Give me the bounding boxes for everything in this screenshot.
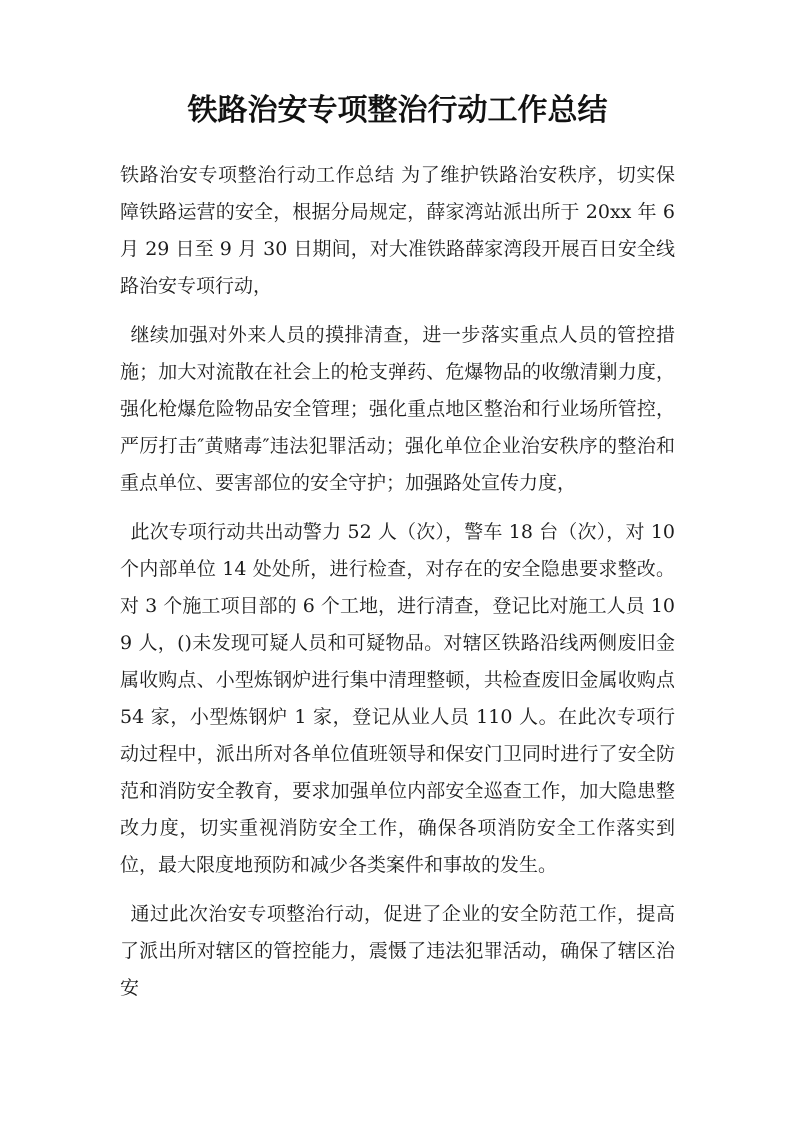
paragraph-results: 此次专项行动共出动警力 52 人（次），警车 18 台（次），对 10 个内部单位 14 处处所，进行检查，对存在的安全隐患要求整改。对 3 个施工项目部的 6 个工地，进行清查，登记比对施工人员 109 人，()未发现可疑人员和可疑物品。对辖区铁路沿线两侧废旧金属收购点、小型炼钢炉进行集中清理整顿，共检查废旧金属收购点 54 家，小型炼钢炉 1 家，登记从业人员 110 人。在此次专项行动过程中，派出所对各单位值班领导和保安门卫同时进行了安全防范和消防安全教育，要求加强单位内部安全巡查工作，加大隐患整改力度，切实重视消防安全工作，确保各项消防安全工作落实到位，最大限度地预防和减少各类案件和事故的发生。 (120, 521, 675, 876)
paragraph-intro: 铁路治安专项整治行动工作总结 为了维护铁路治安秩序，切实保障铁路运营的安全，根据分局规定，薛家湾站派出所于 20xx 年 6 月 29 日至 9 月 30 日期间，对大准铁路薛家湾段开展百日安全线路治安专项行动， (120, 164, 675, 297)
document-title: 铁路治安专项整治行动工作总结 (187, 93, 608, 128)
paragraph-measures: 继续加强对外来人员的摸排清查，进一步落实重点人员的管控措施；加大对流散在社会上的枪支弹药、危爆物品的收缴清剿力度，强化枪爆危险物品安全管理；强化重点地区整治和行业场所管控，严厉打击″黄赌毒″违法犯罪活动；强化单位企业治安秩序的整治和重点单位、要害部位的安全守护；加强路处宣传力度， (120, 324, 675, 494)
paragraph-conclusion: 通过此次治安专项整治行动，促进了企业的安全防范工作，提高了派出所对辖区的管控能力，震慑了违法犯罪活动，确保了辖区治安 (120, 903, 675, 999)
